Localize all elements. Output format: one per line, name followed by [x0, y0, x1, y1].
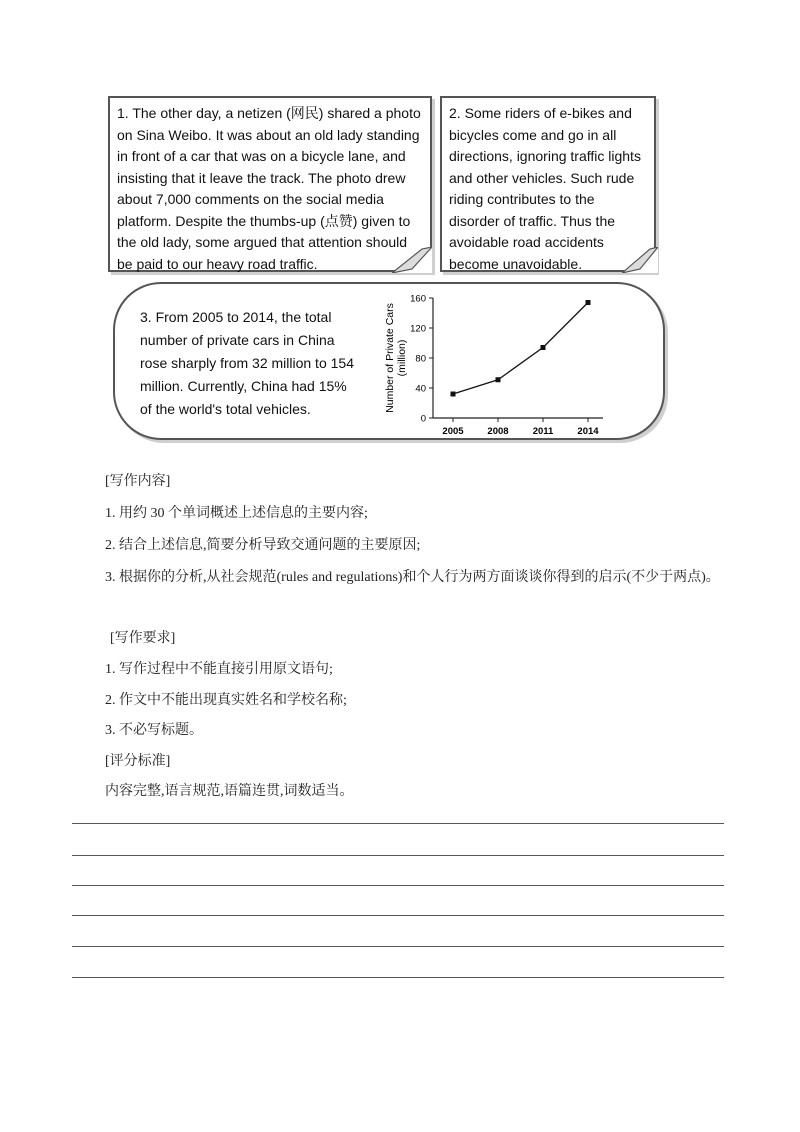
requirements-item-3: 3. 不必写标题。	[105, 723, 203, 738]
series-line	[453, 303, 588, 395]
requirements-item-1: 1. 写作过程中不能直接引用原文语句;	[105, 662, 333, 677]
y-tick-label: 0	[420, 413, 426, 425]
data-point	[451, 392, 456, 397]
x-tick-label: 2011	[532, 426, 554, 437]
answer-line[interactable]	[72, 946, 724, 947]
y-tick-label: 160	[410, 293, 426, 305]
y-axis-label-unit: (million)	[396, 339, 408, 377]
answer-line[interactable]	[72, 823, 724, 824]
answer-line[interactable]	[72, 885, 724, 886]
requirements-item-2: 2. 作文中不能出现真实姓名和学校名称;	[105, 693, 347, 708]
y-tick-label: 80	[415, 353, 426, 365]
y-axis-label: Number of Private Cars	[384, 303, 396, 413]
y-tick-label: 120	[410, 323, 426, 335]
x-tick-label: 2014	[577, 426, 599, 437]
info-card-3-text: 3. From 2005 to 2014, the total number of private cars in China rose sharply from 32 million to 154 million. Currently, China had 15% of the world's total vehicles.	[140, 309, 354, 417]
content-heading: [写作内容]	[105, 474, 171, 489]
info-card-1-text: 1. The other day, a netizen (网民) shared a photo on Sina Weibo. It was about an old lady standing in front of a car that was on a bicycle lane, and insisting that it leave the track. The photo drew about 7,000 comments on the social media platform. Despite the thumbs-up (点赞) given to the old lady, some argued that attention should be paid to our heavy road traffic.	[117, 105, 421, 272]
data-point	[586, 300, 591, 305]
content-item-2: 2. 结合上述信息,简要分析导致交通问题的主要原因;	[105, 538, 421, 553]
info-card-3	[113, 282, 665, 440]
answer-line[interactable]	[72, 977, 724, 978]
y-tick-label: 40	[415, 383, 426, 395]
card-1-page-fold-icon	[392, 247, 432, 273]
info-card-1	[108, 96, 432, 272]
data-point	[541, 345, 546, 350]
content-item-3: 3. 根据你的分析,从社会规范(rules and regulations)和个人行为两方面谈谈你得到的启示(不少于两点)。	[105, 570, 720, 585]
data-point	[496, 377, 501, 382]
answer-line[interactable]	[72, 855, 724, 856]
card-2-page-fold-icon	[622, 247, 658, 273]
answer-line[interactable]	[72, 915, 724, 916]
private-cars-line-chart	[373, 290, 633, 440]
info-card-2-text: 2. Some riders of e-bikes and bicycles come and go in all directions, ignoring traffic lights and other vehicles. Such rude riding contributes to the disorder of traffic. Thus the avoidable road accidents become unavoidable.	[449, 105, 641, 272]
x-tick-label: 2005	[442, 426, 464, 437]
info-card-2	[440, 96, 656, 272]
scoring-heading: [评分标准]	[105, 754, 171, 769]
requirements-heading: [写作要求]	[110, 631, 176, 646]
content-item-1: 1. 用约 30 个单词概述上述信息的主要内容;	[105, 506, 368, 521]
scoring-text: 内容完整,语言规范,语篇连贯,词数适当。	[105, 784, 354, 799]
x-tick-label: 2008	[487, 426, 509, 437]
